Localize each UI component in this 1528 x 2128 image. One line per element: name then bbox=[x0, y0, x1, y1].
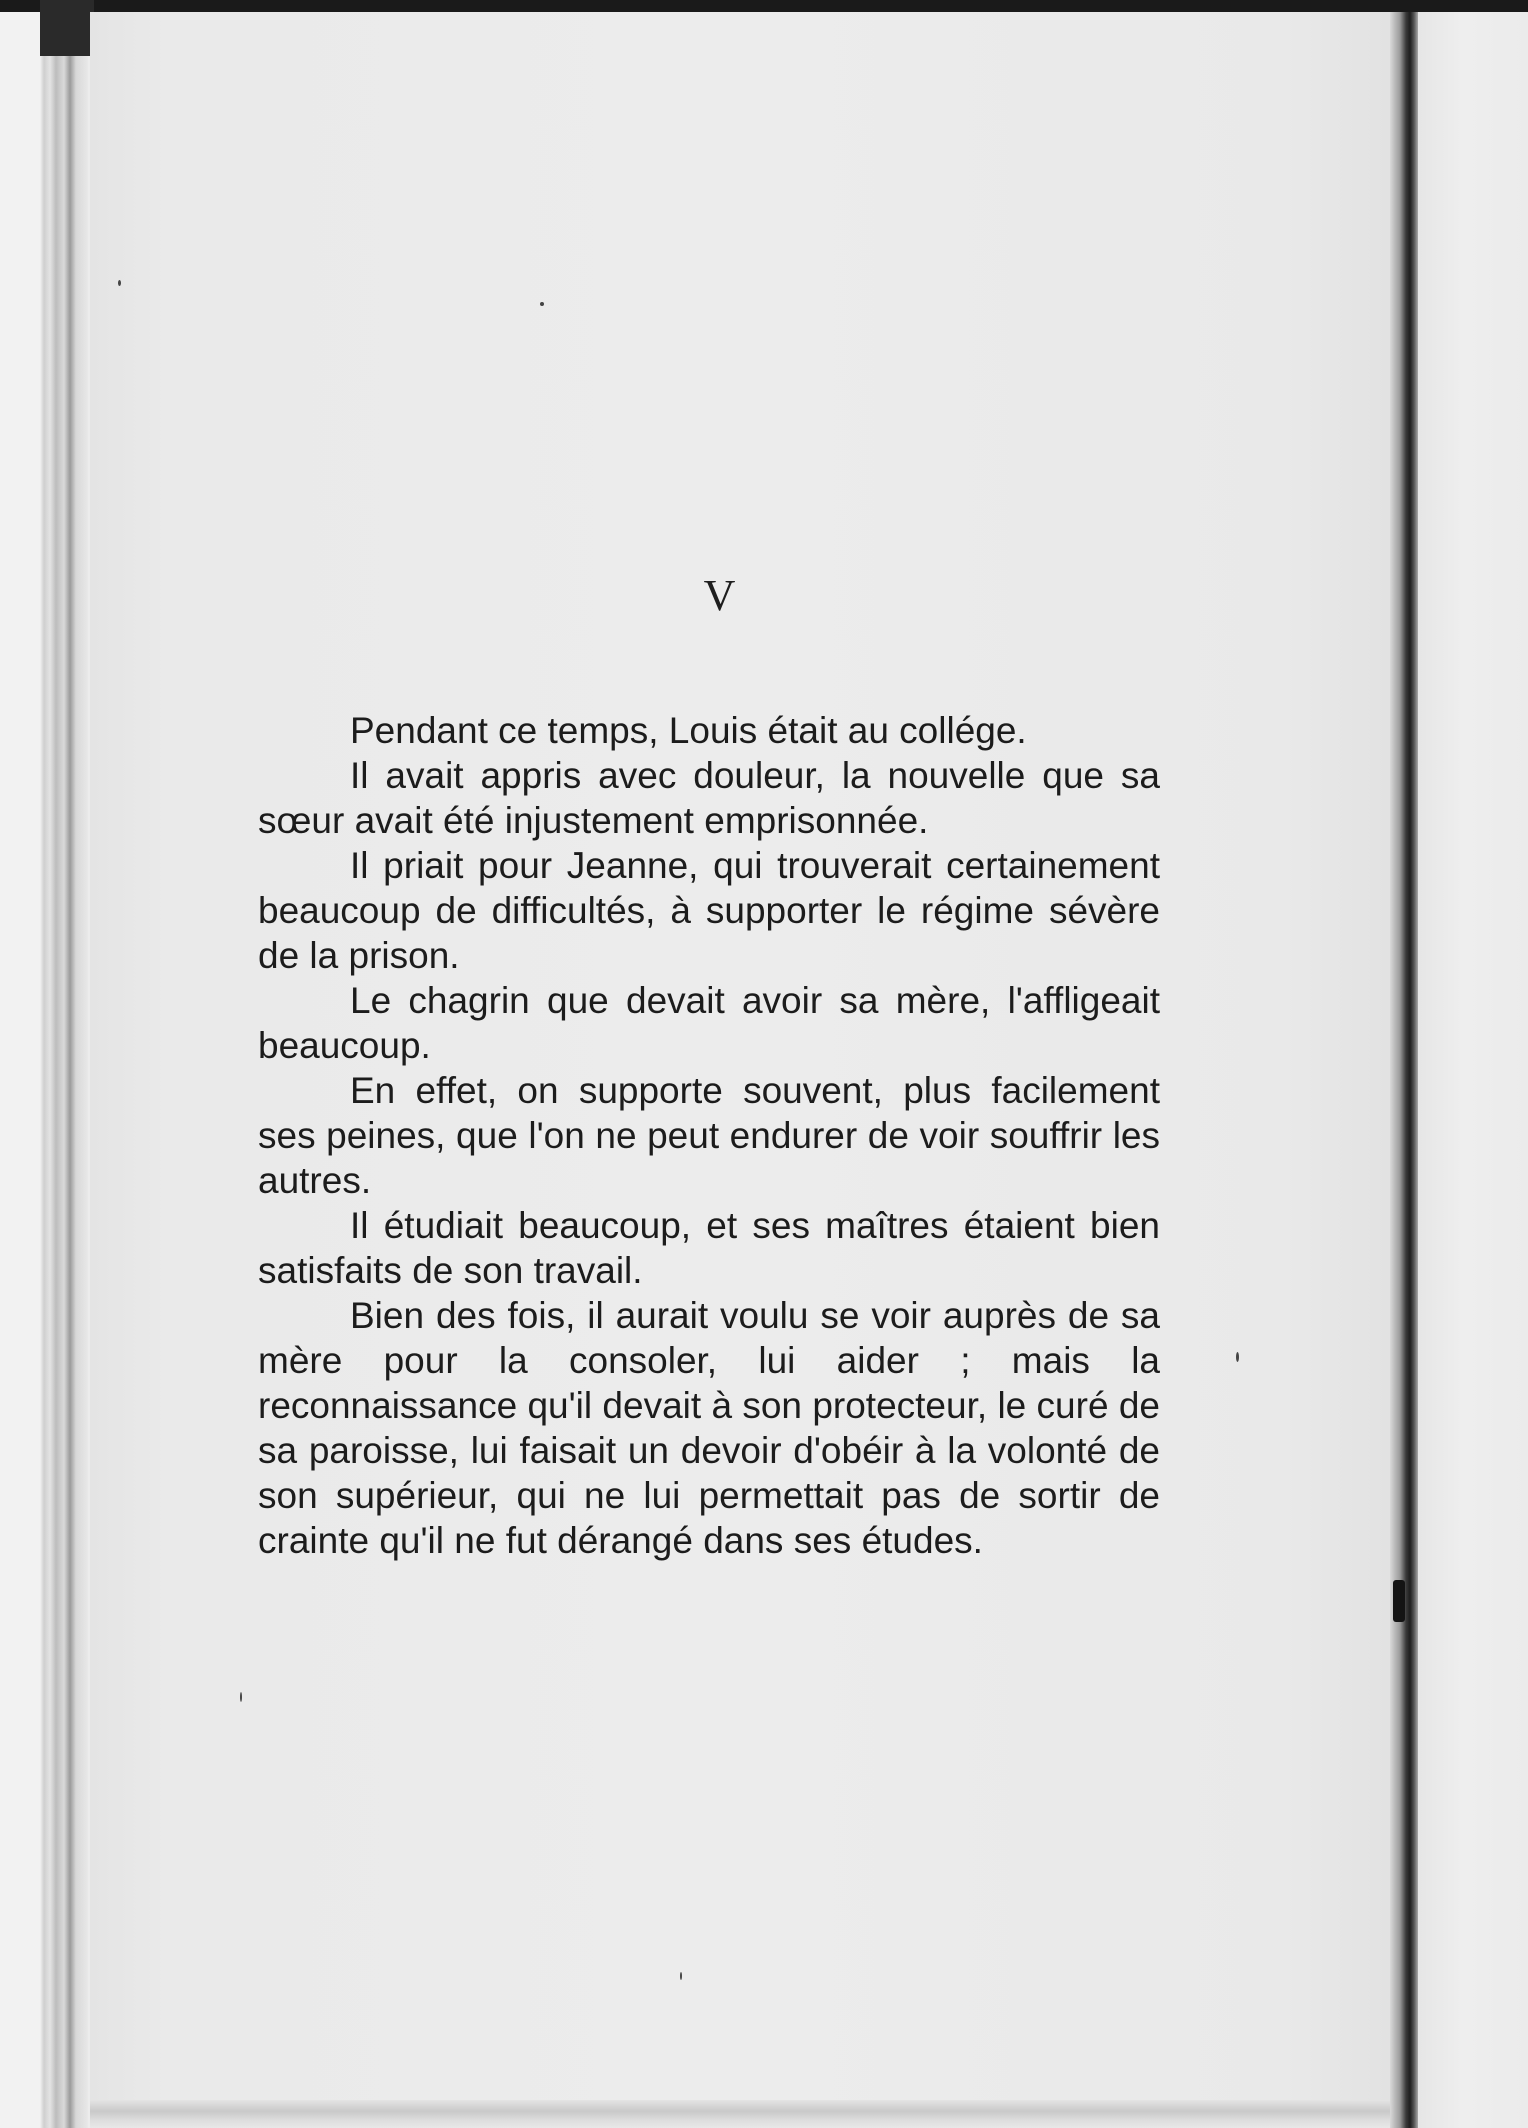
page-bottom-edge bbox=[90, 2100, 1400, 2128]
paragraph-4: Le chagrin que devait avoir sa mère, l'affligeait beaucoup. bbox=[258, 980, 1160, 1066]
gutter-clip-mark bbox=[1393, 1580, 1405, 1622]
book-gutter bbox=[1390, 12, 1418, 2128]
paper-speck bbox=[540, 302, 544, 306]
book-left-edge bbox=[0, 12, 88, 2128]
next-page-edge bbox=[1418, 12, 1528, 2128]
paper-speck bbox=[240, 1692, 242, 1702]
paper-speck bbox=[118, 280, 121, 286]
paragraph-5: En effet, on supporte souvent, plus facilement ses peines, que l'on ne peut endurer de voir souffrir les autres. bbox=[258, 1070, 1160, 1201]
paragraph-6: Il étudiait beaucoup, et ses maîtres étaient bien satisfaits de son travail. bbox=[258, 1205, 1160, 1291]
paper-speck bbox=[680, 1972, 682, 1980]
paragraph-7: Bien des fois, il aurait voulu se voir auprès de sa mère pour la consoler, lui aider ; mais la reconnaissance qu'il devait à son protecteur, le curé de sa paroisse, lui faisait un devoir d'obéir à la volonté de son supérieur, qui ne lui permettait pas de sortir de crainte qu'il ne fut dérangé dans ses études. bbox=[258, 1295, 1160, 1561]
scan-corner-shadow bbox=[40, 0, 94, 56]
paragraph-3: Il priait pour Jeanne, qui trouverait certainement beaucoup de difficultés, à supporter le régime sévère de la prison. bbox=[258, 845, 1160, 976]
paragraph-2: Il avait appris avec douleur, la nouvelle que sa sœur avait été injustement emprisonnée. bbox=[258, 755, 1160, 841]
scan-top-edge bbox=[0, 0, 1528, 12]
paper-speck bbox=[1236, 1352, 1239, 1362]
chapter-number: V bbox=[703, 571, 737, 620]
chapter-text bbox=[258, 708, 1160, 1563]
paragraph-1: Pendant ce temps, Louis était au collége. bbox=[350, 710, 1027, 751]
